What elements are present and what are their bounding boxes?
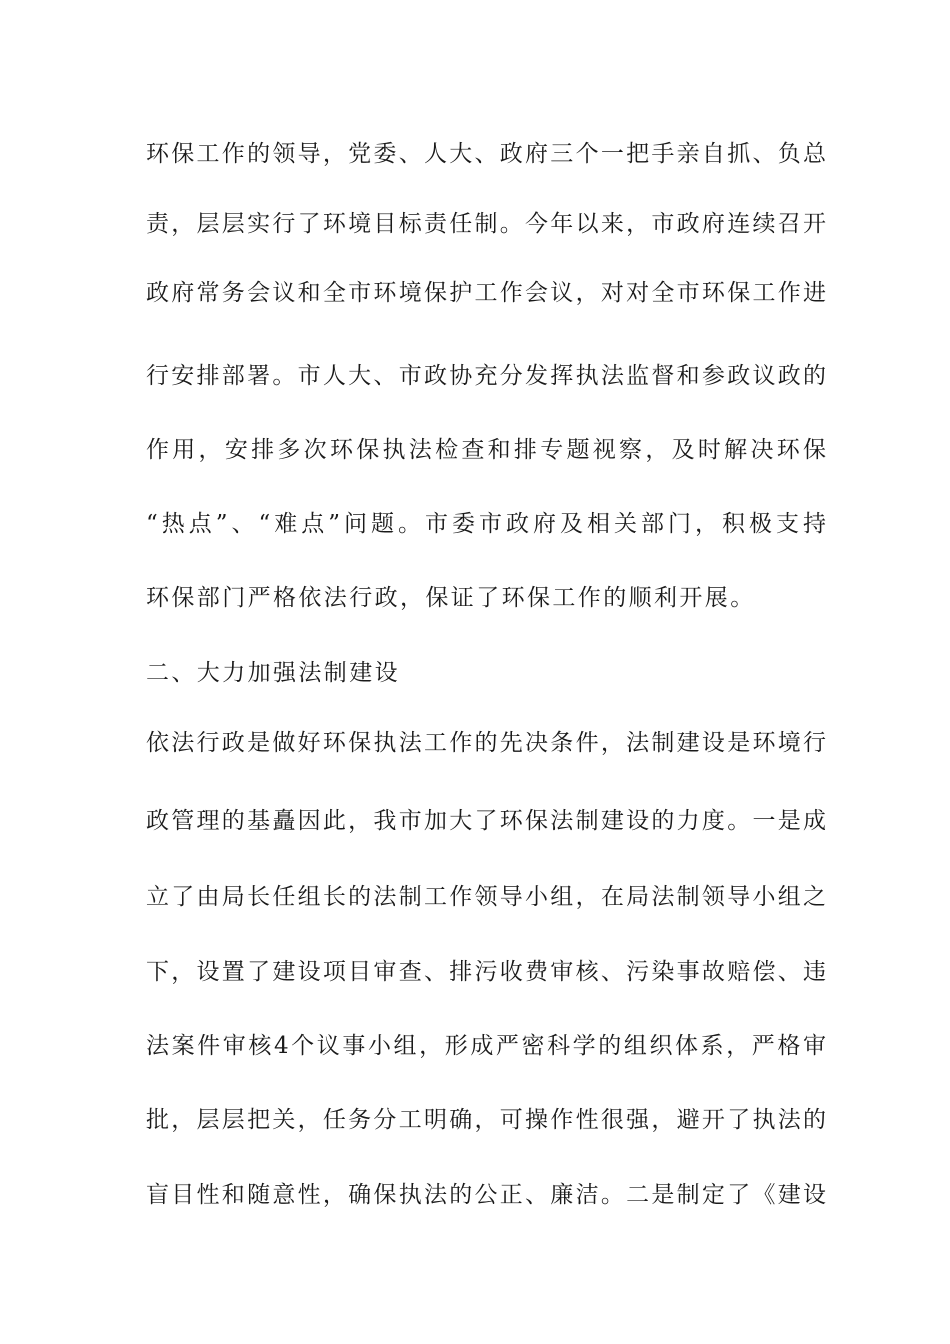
- paragraph-line: 立了由局长任组长的法制工作领导小组，在局法制领导小组之: [146, 884, 826, 910]
- section-heading: 二、大力加强法制建设: [146, 660, 400, 686]
- paragraph-line: 下，设置了建设项目审查、排污收费审核、污染事故赔偿、违: [146, 959, 826, 985]
- paragraph-line: 批，层层把关，任务分工明确，可操作性很强，避开了执法的: [146, 1107, 826, 1133]
- paragraph-line: 依法行政是做好环保执法工作的先决条件，法制建设是环境行: [146, 730, 826, 756]
- paragraph-line: 环保部门严格依法行政，保证了环保工作的顺利开展。: [146, 585, 756, 611]
- paragraph-line: 行安排部署。市人大、市政协充分发挥执法监督和参政议政的: [146, 363, 826, 389]
- paragraph-line: 政府常务会议和全市环境保护工作会议，对对全市环保工作进: [146, 280, 826, 306]
- paragraph-line: 盲目性和随意性，确保执法的公正、廉洁。二是制定了《建设: [146, 1182, 826, 1208]
- paragraph-line: 责，层层实行了环境目标责任制。今年以来，市政府连续召开: [146, 211, 826, 237]
- paragraph-line: 环保工作的领导，党委、人大、政府三个一把手亲自抓、负总: [146, 141, 826, 167]
- paragraph-line: 作用，安排多次环保执法检查和排专题视察，及时解决环保: [146, 437, 826, 463]
- paragraph-line: 政管理的基矗因此，我市加大了环保法制建设的力度。一是成: [146, 808, 826, 834]
- paragraph-line: “热点”、“难点”问题。市委市政府及相关部门，积极支持: [146, 511, 826, 537]
- paragraph-line: 法案件审核4个议事小组，形成严密科学的组织体系，严格审: [146, 1033, 826, 1059]
